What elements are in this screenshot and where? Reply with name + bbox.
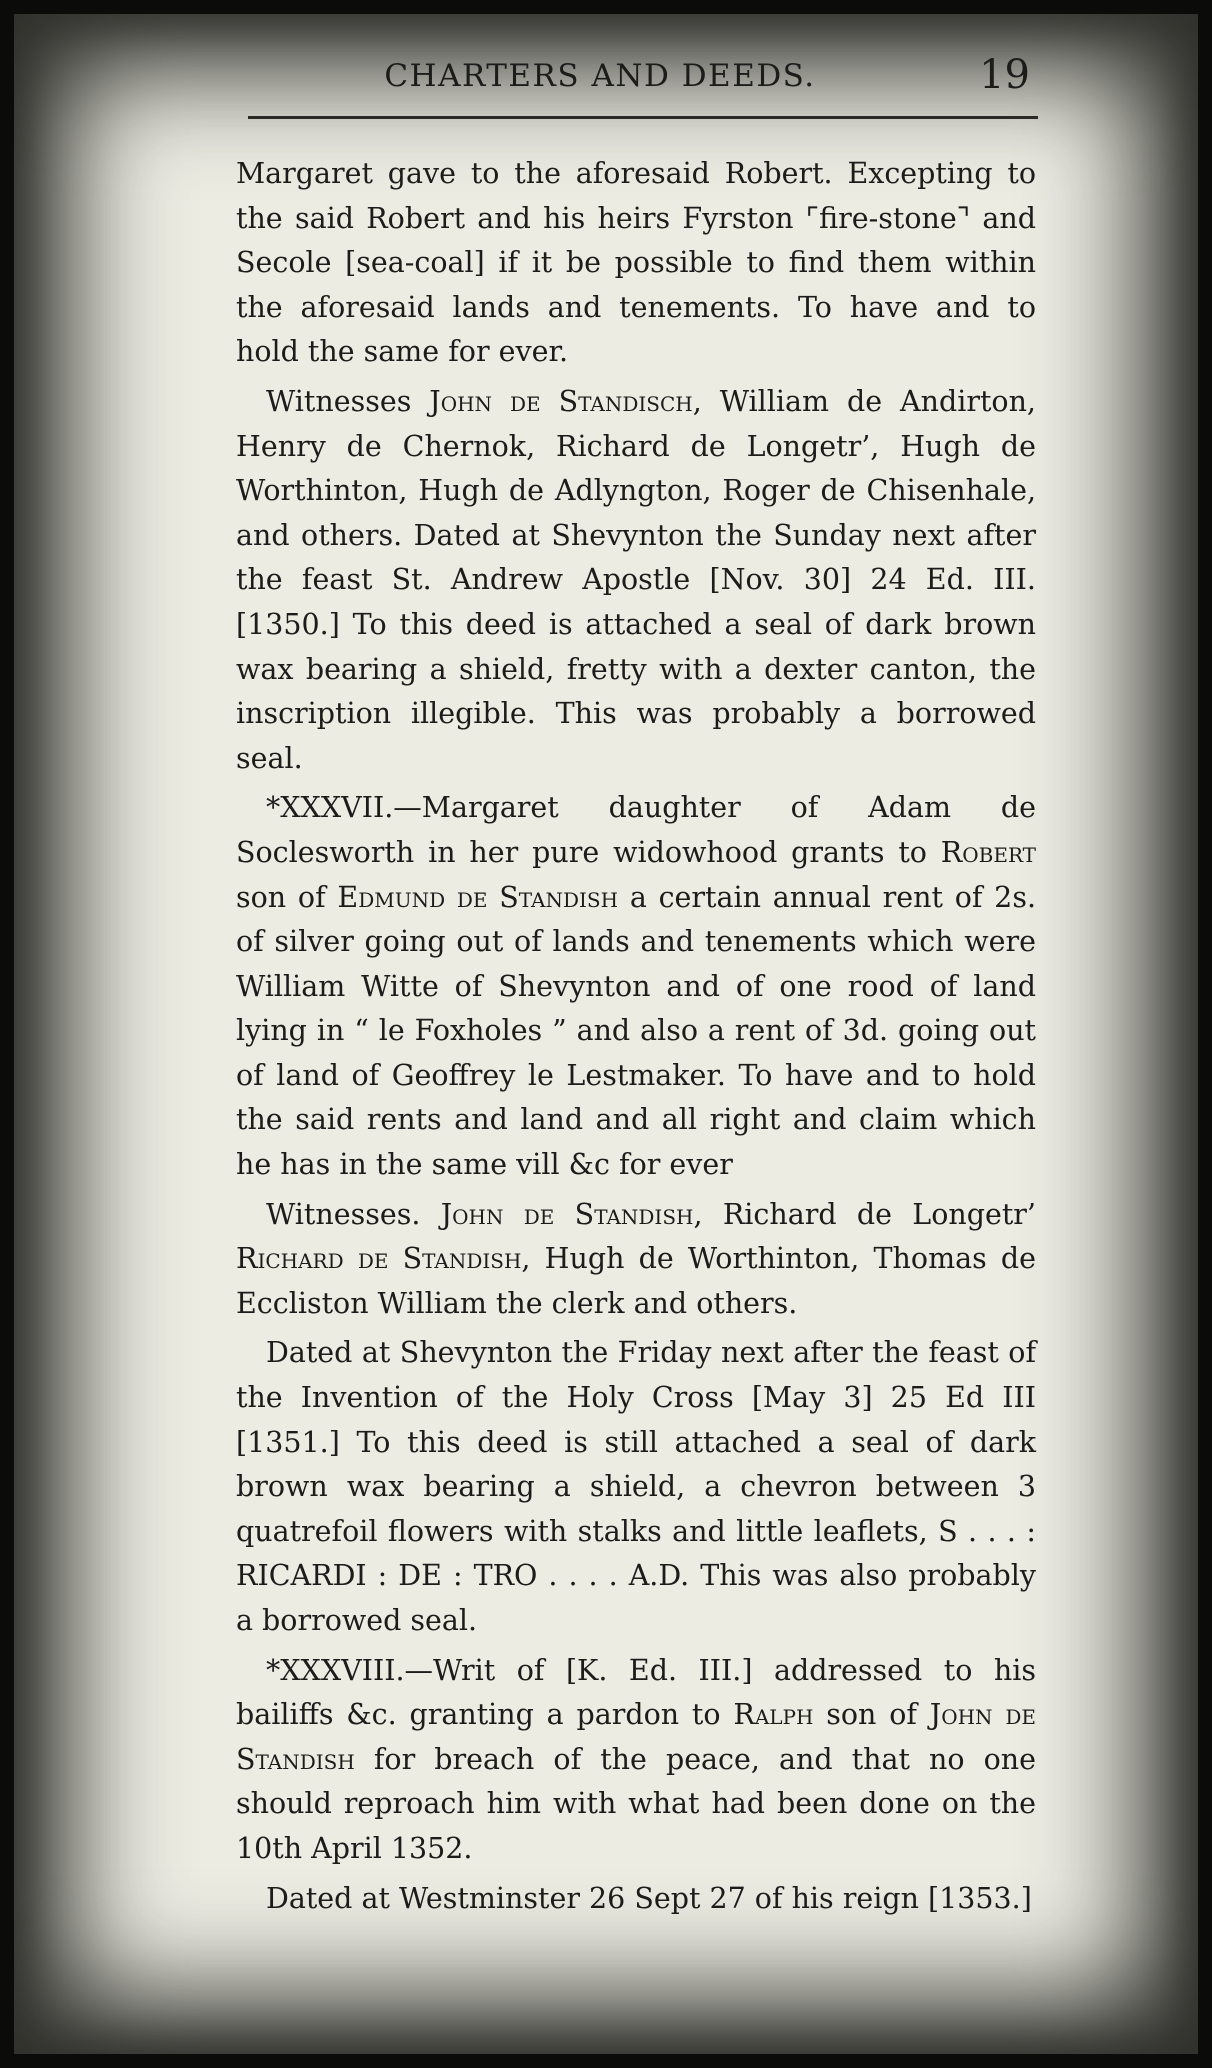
paragraph bbox=[236, 1193, 1036, 1327]
page-number: 19 bbox=[979, 52, 1030, 98]
person-name: Ralph bbox=[733, 1698, 814, 1732]
paragraph bbox=[236, 786, 1036, 1187]
witness-name: Richard de Standish bbox=[236, 1242, 522, 1276]
text-run: a certain annual rent of 2s. of silver going out of lands and tenements which were William Witte of Shevynton and of one rood of land lying in “ le Foxholes ” and also a rent of 3d. going out of land of Geoffrey le Lestmaker. To have and to hold the said rents and land and all right and claim which he has in the same vill &c for ever bbox=[236, 880, 1036, 1182]
text-run: son of bbox=[236, 880, 338, 914]
book-page bbox=[220, 44, 1040, 1915]
text-run: son of bbox=[813, 1698, 930, 1732]
person-name: John de Standish bbox=[236, 1698, 1036, 1776]
text-run: *XXXVIII.—Writ of [K. Ed. III.] addressed to his bailiffs &c. granting a pardon to bbox=[236, 1653, 1036, 1732]
header-rule bbox=[248, 116, 1038, 119]
text-run: Dated at Westminster 26 Sept 27 of his reign [1353.] bbox=[266, 1881, 1032, 1915]
body-text bbox=[236, 152, 1036, 1926]
text-run: Margaret gave to the aforesaid Robert. Excepting to the said Robert and his heirs Fyrston ⌜fire-stone⌝ and Secole [sea-coal] if it be possible to find them within the aforesaid lands and tenements. To have and to hold the same for ever. bbox=[236, 157, 1036, 369]
witness-name: John de Standish bbox=[440, 1197, 694, 1231]
person-name: Edmund de Standish bbox=[337, 880, 619, 914]
text-run: Witnesses. bbox=[266, 1197, 441, 1231]
text-run: , William de Andirton, Henry de Chernok, Richard de Longetr’, Hugh de Worthinton, Hugh de Adlyngton, Roger de Chisenhale, and others. Dated at Shevynton the Sunday next after the feast St. Andrew Apostle [Nov. 30] 24 Ed. III. [1350.] To this deed is attached a seal of dark brown wax bearing a shield, fretty with a dexter canton, the inscription illegible. This was probably a borrowed seal. bbox=[236, 384, 1036, 775]
text-run: *XXXVII.—Margaret daughter of Adam de Soclesworth in her pure widowhood grants to bbox=[236, 791, 1036, 869]
text-run: for breach of the peace, and that no one should reproach him with what had been done on the 10th April 1352. bbox=[236, 1742, 1036, 1865]
paragraph bbox=[236, 1649, 1036, 1872]
paragraph bbox=[236, 1877, 1036, 1922]
witness-name: John de Standisch bbox=[429, 384, 693, 418]
paragraph bbox=[236, 152, 1036, 375]
text-run: Dated at Shevynton the Friday next after the feast of the Invention of the Holy Cross [May 3] 25 Ed III [1351.] To this deed is still attached a seal of dark brown wax bearing a shield, a chevron between 3 quatrefoil flowers with stalks and little leaflets, S . . . : RICARDI : DE : TRO . . . . A.D. This was also probably a borrowed seal. bbox=[236, 1336, 1036, 1637]
text-run: , Hugh de Worthinton, Thomas de Eccliston William the clerk and others. bbox=[236, 1242, 1036, 1320]
text-run: Witnesses bbox=[266, 384, 430, 418]
person-name: Robert bbox=[940, 835, 1036, 869]
running-title: CHARTERS AND DEEDS. bbox=[384, 58, 816, 94]
page-frame bbox=[14, 14, 1198, 2054]
paragraph bbox=[236, 1331, 1036, 1643]
running-header bbox=[220, 44, 1040, 104]
paragraph bbox=[236, 380, 1036, 781]
text-run: , Richard de Longetr’ bbox=[693, 1197, 1036, 1231]
